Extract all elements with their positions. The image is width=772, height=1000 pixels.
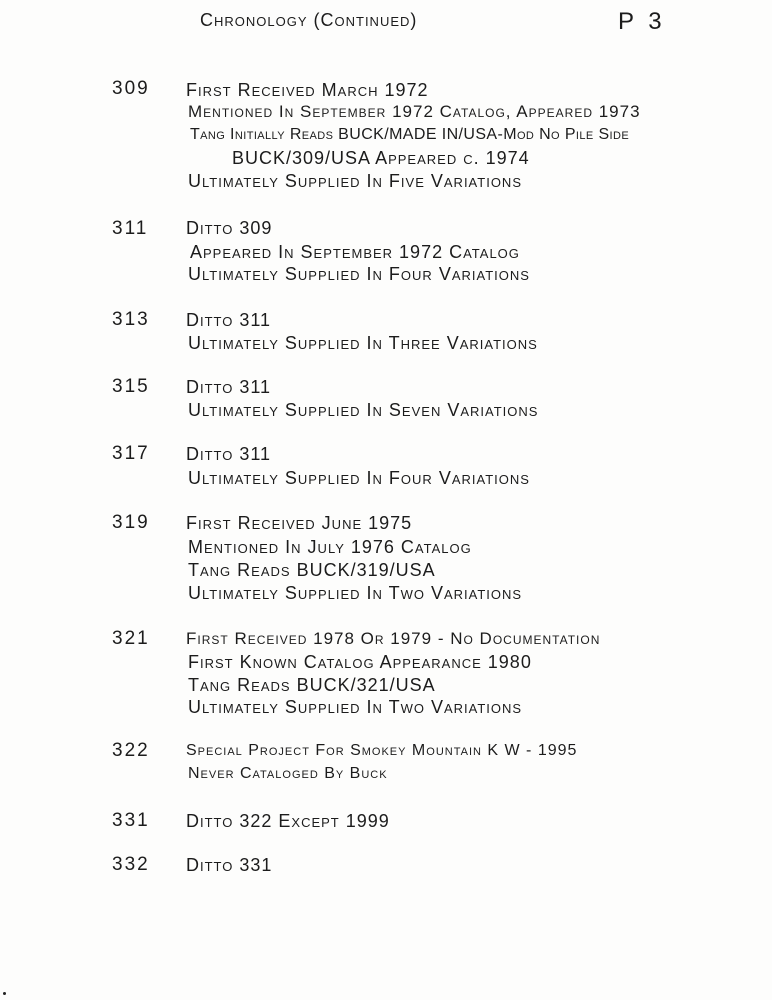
entry-line: Tang Reads BUCK/321/USA <box>188 675 436 695</box>
entry-number-313: 313 <box>112 309 150 330</box>
entry-number-332: 332 <box>112 854 150 875</box>
entry-line: Ultimately Supplied In Two Variations <box>188 583 523 603</box>
entry-line: Ditto 309 <box>186 218 273 238</box>
entry-line: Ditto 331 <box>186 855 273 875</box>
entry-number-322: 322 <box>112 740 150 761</box>
scan-speck <box>3 992 6 995</box>
entry-line: Tang Initially Reads BUCK/MADE IN/USA-Mod No Pile Side <box>190 126 630 143</box>
entry-number-317: 317 <box>112 443 150 464</box>
entry-line: Ditto 311 <box>186 310 272 330</box>
entry-number-309: 309 <box>112 78 150 99</box>
entry-line: Tang Reads BUCK/319/USA <box>188 560 436 580</box>
entry-line: Ultimately Supplied In Three Variations <box>188 333 538 353</box>
entry-line: Ultimately Supplied In Four Variations <box>188 264 530 284</box>
entry-line: First Received March 1972 <box>186 80 429 100</box>
page-title: Chronology (Continued) <box>200 10 418 30</box>
entry-line: Ultimately Supplied In Four Variations <box>188 468 530 488</box>
entry-line: First Received June 1975 <box>186 513 413 533</box>
entry-line: BUCK/309/USA Appeared c. 1974 <box>232 148 530 168</box>
entry-number-315: 315 <box>112 376 150 397</box>
entry-line: First Received 1978 Or 1979 - No Documentation <box>186 629 601 648</box>
entry-line: Mentioned In September 1972 Catalog, Appeared 1973 <box>188 102 641 121</box>
entry-line: Ultimately Supplied In Two Variations <box>188 697 523 717</box>
entry-line: Ultimately Supplied In Five Variations <box>188 171 522 191</box>
entry-line: Never Cataloged By Buck <box>188 765 388 782</box>
entry-line: Special Project For Smokey Mountain K W - 1995 <box>186 742 578 759</box>
page-number: P 3 <box>618 8 666 35</box>
entry-number-321: 321 <box>112 628 150 649</box>
entry-number-331: 331 <box>112 810 150 831</box>
entry-line: Ditto 322 Except 1999 <box>186 811 390 831</box>
entry-number-311: 311 <box>112 218 149 239</box>
entry-line: Ultimately Supplied In Seven Variations <box>188 400 539 420</box>
entry-line: Mentioned In July 1976 Catalog <box>188 537 472 557</box>
entry-line: Ditto 311 <box>186 377 272 397</box>
entry-line: Ditto 311 <box>186 444 272 464</box>
entry-line: Appeared In September 1972 Catalog <box>190 242 520 262</box>
entry-line: First Known Catalog Appearance 1980 <box>188 652 532 672</box>
entry-number-319: 319 <box>112 512 150 533</box>
